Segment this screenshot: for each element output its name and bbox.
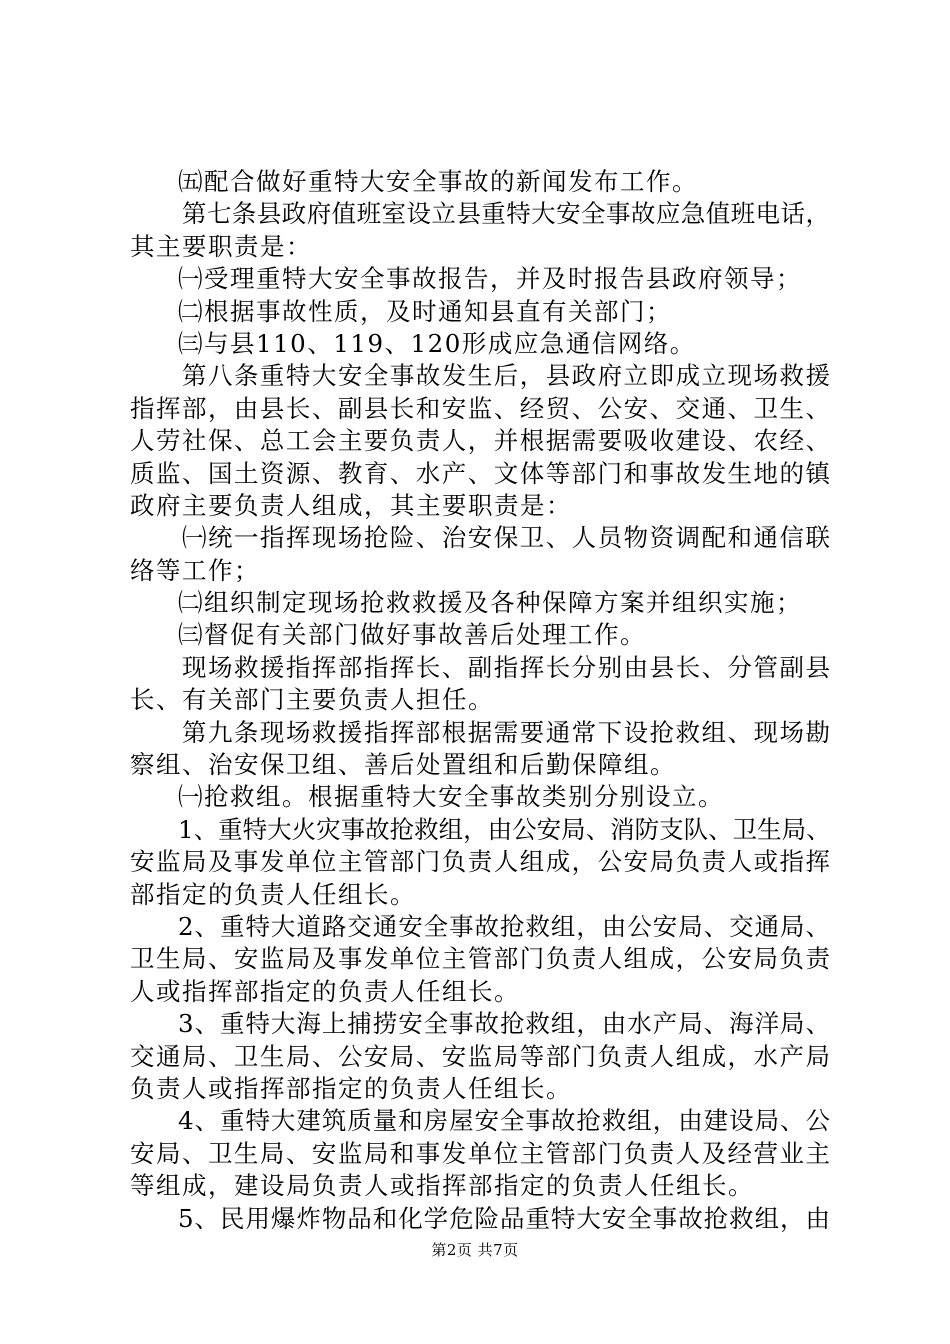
text-line: 政府主要负责人组成，其主要职责是：	[130, 490, 572, 520]
text-line: ㈠统一指挥现场抢险、治安保卫、人员物资调配和通信联	[182, 523, 830, 553]
text-line: 人或指挥部指定的负责人任组长。	[130, 976, 520, 1006]
text-line: 现场救援指挥部指挥长、副指挥长分别由县长、分管副县	[182, 652, 830, 682]
text-line: 负责人或指挥部指定的负责人任组长。	[130, 1073, 572, 1103]
text-line: 人劳社保、总工会主要负责人，并根据需要吸收建设、农经、	[130, 426, 830, 456]
text-line: 交通局、卫生局、公安局、安监局等部门负责人组成，水产局	[130, 1041, 830, 1071]
text-line: ㈤配合做好重特大安全事故的新闻发布工作。	[178, 167, 698, 196]
text-line: 2、重特大道路交通安全事故抢救组，由公安局、交通局、	[178, 911, 830, 941]
text-line: ㈠受理重特大安全事故报告，并及时报告县政府领导；	[178, 264, 802, 294]
text-line: 络等工作；	[130, 555, 260, 585]
text-line: ㈢与县110、119、120形成应急通信网络。	[178, 328, 696, 358]
text-line: ㈢督促有关部门做好事故善后处理工作。	[178, 620, 646, 650]
text-line: 质监、国土资源、教育、水产、文体等部门和事故发生地的镇	[130, 458, 830, 488]
text-line: 其主要职责是：	[130, 231, 312, 261]
text-line: 卫生局、安监局及事发单位主管部门负责人组成，公安局负责	[130, 944, 830, 974]
text-line: ㈡组织制定现场抢救救援及各种保障方案并组织实施；	[178, 588, 802, 618]
text-line: 第八条重特大安全事故发生后，县政府立即成立现场救援	[182, 361, 830, 391]
text-line: ㈠抢救组。根据重特大安全事故类别分别设立。	[178, 782, 724, 812]
text-line: 第九条现场救援指挥部根据需要通常下设抢救组、现场勘	[182, 717, 830, 747]
text-line: 等组成，建设局负责人或指挥部指定的负责人任组长。	[130, 1171, 754, 1201]
text-line: 部指定的负责人任组长。	[130, 879, 416, 909]
text-line: 第七条县政府值班室设立县重特大安全事故应急值班电话，	[182, 199, 830, 229]
text-line: 5、民用爆炸物品和化学危险品重特大安全事故抢救组，由	[178, 1203, 830, 1233]
text-line: 安监局及事发单位主管部门负责人组成，公安局负责人或指挥	[130, 847, 830, 877]
text-line: 3、重特大海上捕捞安全事故抢救组，由水产局、海洋局、	[178, 1009, 830, 1039]
page-footer: 第2页 共7页	[431, 1241, 519, 1259]
text-line: ㈡根据事故性质，及时通知县直有关部门；	[178, 296, 672, 326]
text-line: 长、有关部门主要负责人担任。	[130, 685, 494, 715]
document-body	[130, 166, 830, 1235]
text-line: 察组、治安保卫组、善后处置组和后勤保障组。	[130, 750, 676, 780]
text-line: 指挥部，由县长、副县长和安监、经贸、公安、交通、卫生、	[130, 393, 830, 423]
text-line: 安局、卫生局、安监局和事发单位主管部门负责人及经营业主	[130, 1138, 830, 1168]
text-line: 4、重特大建筑质量和房屋安全事故抢救组，由建设局、公	[178, 1106, 830, 1136]
text-line: 1、重特大火灾事故抢救组，由公安局、消防支队、卫生局、	[178, 814, 831, 844]
